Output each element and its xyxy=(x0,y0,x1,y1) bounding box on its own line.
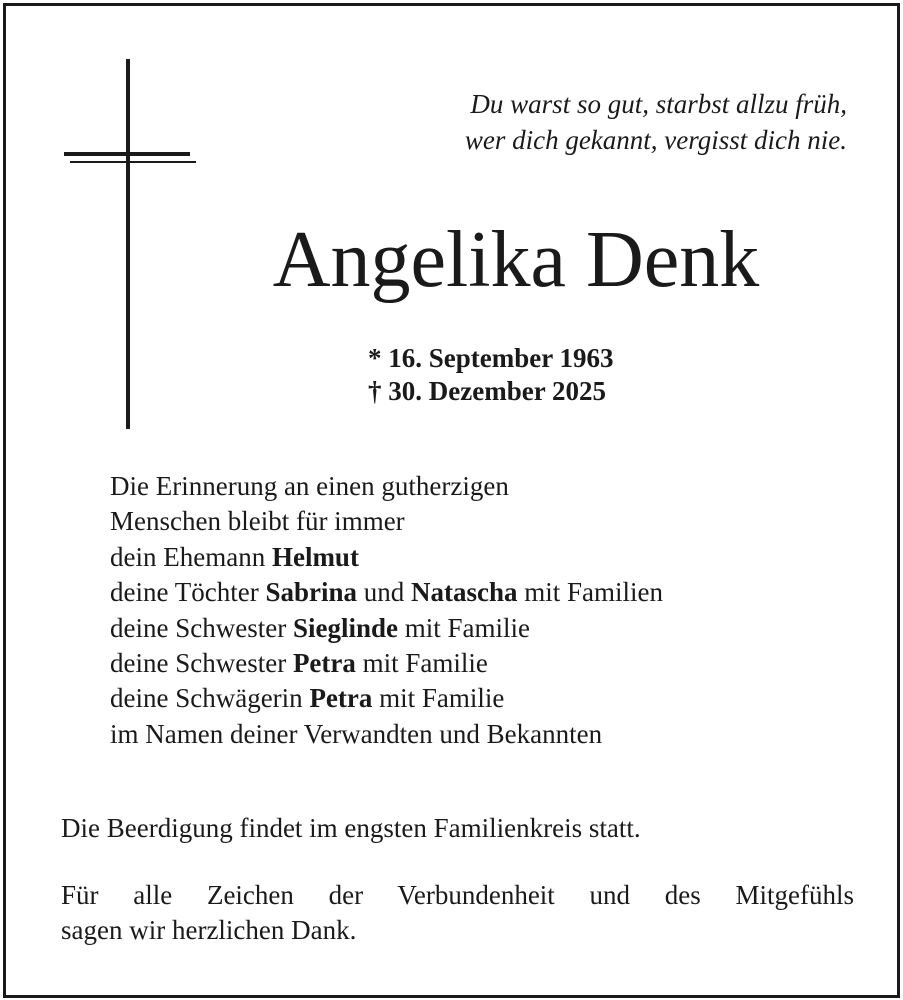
burial-notice: Die Beerdigung findet im engsten Familienkreis statt. xyxy=(61,813,641,843)
mourner-name: Petra xyxy=(309,683,373,714)
mourner-line-husband: dein Ehemann Helmut xyxy=(110,541,359,572)
verse-line-2: wer dich gekannt, vergisst dich nie. xyxy=(464,125,847,155)
obituary-frame xyxy=(3,3,900,998)
mourners-closing: im Namen deiner Verwandten und Bekannten xyxy=(110,718,603,749)
life-dates xyxy=(368,342,613,408)
mourner-name: Helmut xyxy=(271,541,359,572)
mourner-name: Sabrina xyxy=(265,577,357,608)
cross-vertical-bar xyxy=(126,59,130,429)
mourners-intro-1: Die Erinnerung an einen gutherzigen xyxy=(110,471,509,501)
mourner-line-sister-in-law: deine Schwägerin Petra mit Familie xyxy=(110,683,505,714)
thanks-line-2: sagen wir herzlichen Dank. xyxy=(61,915,357,945)
thanks-note xyxy=(61,878,854,948)
mourner-name: Petra xyxy=(292,648,356,679)
verse xyxy=(465,86,847,158)
mourner-name: Natascha xyxy=(410,577,518,608)
death-date: † 30. Dezember 2025 xyxy=(368,376,606,406)
verse-line-1: Du warst so gut, starbst allzu früh, xyxy=(470,89,847,119)
mourners-list xyxy=(110,469,663,752)
mourner-line-daughters: deine Töchter Sabrina und Natascha mit Familien xyxy=(110,577,663,608)
mourners-intro-2: Menschen bleibt für immer xyxy=(110,506,405,537)
birth-date: * 16. September 1963 xyxy=(368,343,614,373)
cross-horizontal-bar xyxy=(64,152,190,156)
mourner-line-sister-2: deine Schwester Petra mit Familie xyxy=(110,648,488,679)
mourner-name: Sieglinde xyxy=(292,612,398,643)
deceased-name: Angelika Denk xyxy=(272,216,760,304)
cross-horizontal-bar-thin xyxy=(70,161,196,163)
thanks-line-1: Für alle Zeichen der Verbundenheit und des Mitgefühls xyxy=(61,880,854,910)
mourner-line-sister-1: deine Schwester Sieglinde mit Familie xyxy=(110,612,530,643)
